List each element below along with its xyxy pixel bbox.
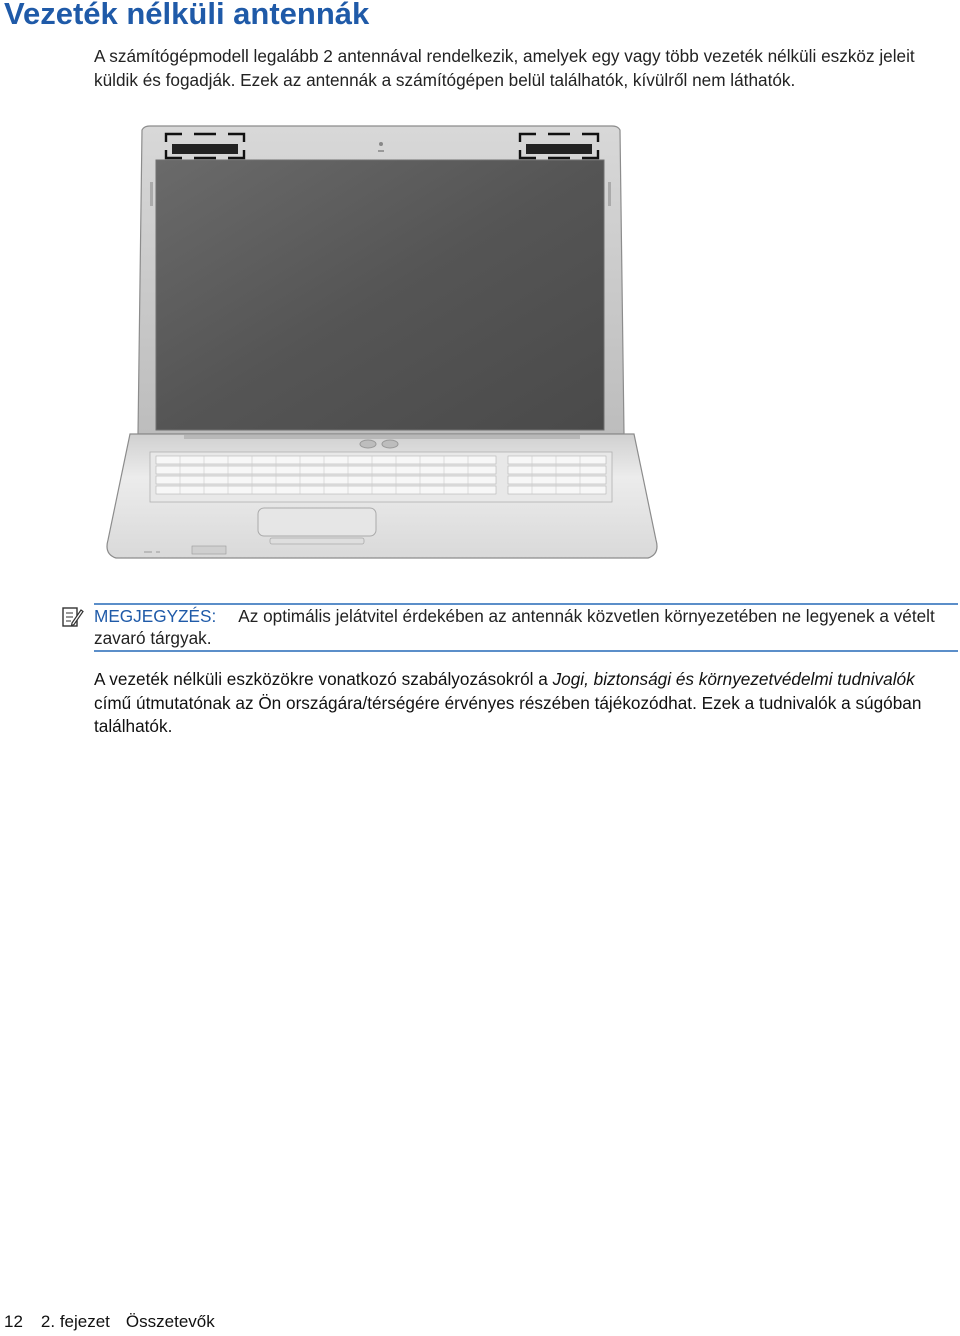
- note-label: MEGJEGYZÉS:: [94, 606, 217, 626]
- note-text: [94, 605, 958, 649]
- note-pencil-icon: [60, 605, 84, 629]
- page-number: 12: [4, 1312, 23, 1331]
- laptop-base: [107, 434, 657, 558]
- regulatory-guide-title: Jogi, biztonsági és környezetvédelmi tudnivalók: [552, 669, 915, 689]
- laptop-lid: [138, 126, 624, 434]
- chapter-title: Összetevők: [125, 1312, 215, 1331]
- page-title: Vezeték nélküli antennák: [4, 0, 370, 31]
- note-body: Az optimális jelátvitel érdekében az antennák közvetlen környezetében ne legyenek a vételt zavaró tárgyak.: [94, 606, 935, 648]
- intro-paragraph: A számítógépmodell legalább 2 antennával rendelkezik, amelyek egy vagy több vezeték nélküli eszköz jeleit küldik és fogadják. Ezek az antennák a számítógépen belül találhatók, kívülről nem láthatók.: [94, 46, 915, 90]
- laptop-illustration: [100, 122, 665, 567]
- regulatory-text-part2: című útmutatónak az Ön országára/térségére érvényes részében tájékozódhat. Ezek a tudnivalók a súgóban találhatók.: [94, 692, 922, 736]
- page-footer: [4, 1312, 215, 1332]
- chapter-label: 2. fejezet: [40, 1312, 110, 1331]
- regulatory-paragraph: [94, 668, 956, 739]
- regulatory-text-part1: A vezeték nélküli eszközökre vonatkozó szabályozásokról a: [94, 669, 553, 689]
- note-rule-bottom: [94, 650, 958, 652]
